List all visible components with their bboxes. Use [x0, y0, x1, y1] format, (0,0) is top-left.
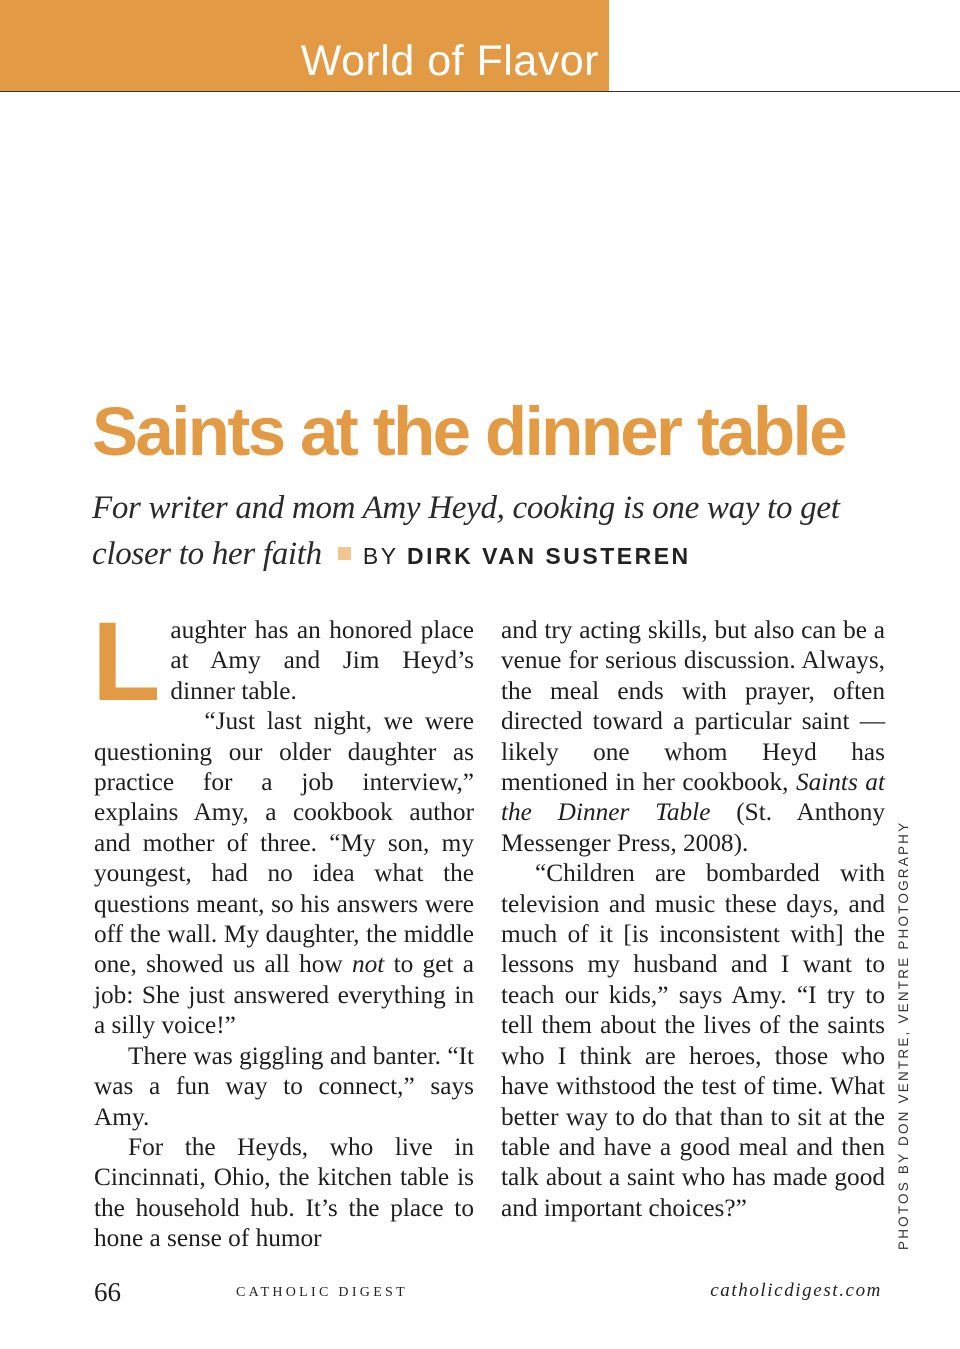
paragraph-text: aughter has an honored place at Amy and Jim Heyd’s dinner table. [170, 616, 474, 705]
body-paragraph [92, 599, 474, 724]
magazine-name: CATHOLIC DIGEST [236, 1285, 408, 1300]
body-paragraph [501, 615, 885, 858]
byline [363, 543, 691, 569]
paragraph-text: (St. Anthony Messenger Press, 2008). [501, 798, 885, 857]
emphasis-text: not [351, 950, 385, 979]
paragraph-text: There was giggling and banter. “It was a fun way to connect,” says Amy. [94, 1041, 474, 1131]
body-paragraph [501, 858, 885, 1223]
paragraph-text: and try acting skills, but also can be a venue for serious discussion. Always, the meal ends with prayer, often directed toward a particular saint — likely one whom Heyd has mentioned in her cookbook, [501, 616, 885, 797]
header-rule [0, 91, 960, 92]
body-paragraph [94, 1132, 474, 1254]
body-paragraph [94, 706, 474, 1040]
body-paragraph [94, 1041, 474, 1132]
article-headline: Saints at the dinner table [92, 393, 845, 470]
paragraph-text: to get a job: She just answered everything in a silly voice!” [94, 950, 474, 1040]
paragraph-text: “Just last night, we were questioning our older daughter as practice for a job interview,” explains Amy, a cookbook author and mother of three. “My son, my youngest, had no idea what the questions meant, so his answers were off the wall. My daughter, the middle one, showed us all how [94, 707, 474, 979]
article-dek [92, 485, 912, 579]
drop-cap: L [92, 599, 161, 724]
page-number: 66 [94, 1277, 121, 1307]
section-title: World of Flavor [300, 37, 599, 85]
site-url[interactable]: catholicdigest.com [710, 1280, 882, 1301]
paragraph-text: For the Heyds, who live in Cincinnati, Ohio, the kitchen table is the household hub. It’s the place to hone a sense of humor [94, 1132, 474, 1253]
dek-text: For writer and mom Amy Heyd, cooking is one way to get closer to her faith [92, 490, 840, 572]
body-column-left [92, 599, 474, 1254]
photo-credit: PHOTOS BY DON VENTRE, VENTRE PHOTOGRAPHY [896, 820, 911, 1250]
body-column-right [501, 615, 885, 1223]
paragraph-text: “Children are bombarded with television and music these days, and much of it [is inconsistent with] the lessons my husband and I want to teach our kids,” says Amy. “I try to tell them about the lives of the saints who I think are heroes, those who have withstood the test of time. What better way to do that than to sit at the table and have a good meal and then talk about a saint who has made good and important choices?” [501, 859, 885, 1222]
book-title: Saints at the Dinner Table [501, 768, 885, 827]
byline-square-icon [338, 547, 351, 560]
byline-author: DIRK VAN SUSTEREN [407, 543, 691, 569]
byline-prefix: BY [362, 543, 399, 569]
section-banner [0, 0, 609, 91]
